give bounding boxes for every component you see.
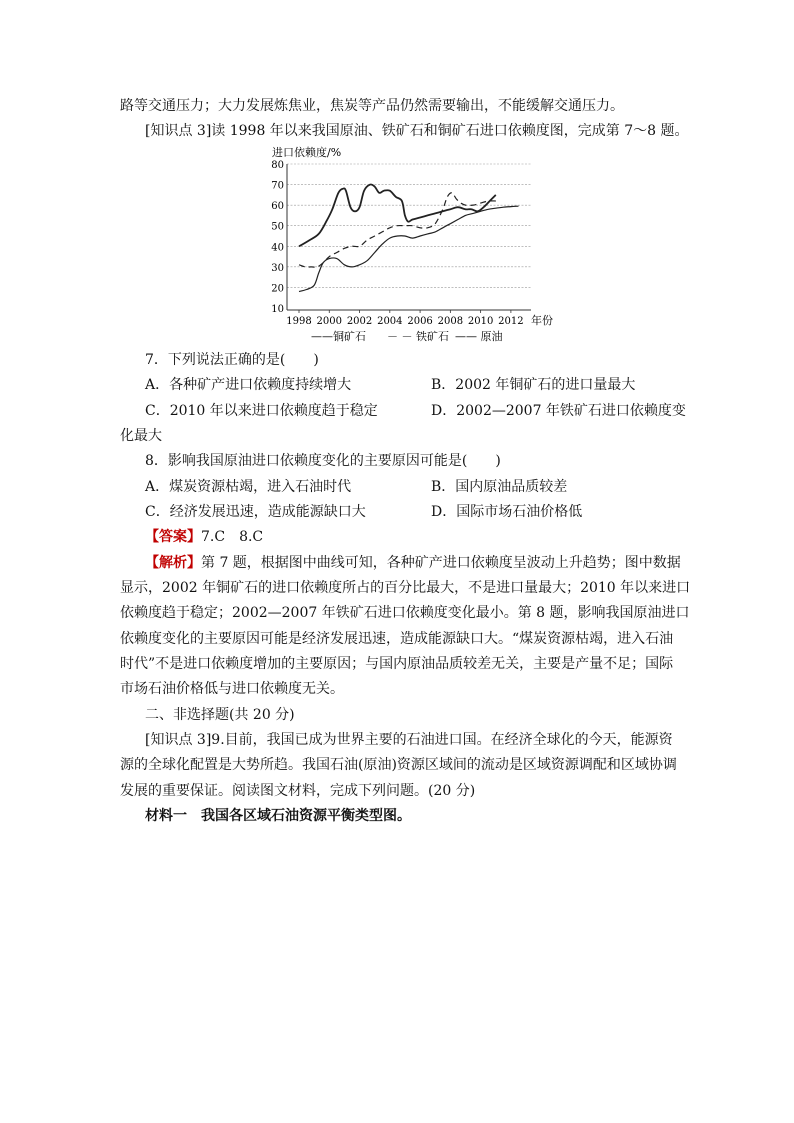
material-one-caption: 材料一 我国各区域石油资源平衡类型图。 <box>145 808 411 824</box>
section-2-heading: 二、非选择题(共 20 分) <box>145 707 295 723</box>
analysis-line-4: 依赖度变化的主要原因可能是经济发展迅速，造成能源缺口大。“煤炭资源枯竭，进入石油 <box>120 631 674 647</box>
analysis-line-3: 依赖度趋于稳定；2002—2007 年铁矿石进口依赖度变化最小。第 8 题，影响我国原油进口 <box>120 605 690 621</box>
q7-option-c: C．2010 年以来进口依赖度趋于稳定 <box>145 403 378 419</box>
q7-option-a: A．各种矿产进口依赖度持续增大 <box>145 377 352 393</box>
x-tick-1998: 1998 <box>286 316 312 327</box>
legend-crude-oil: —— 原油 <box>455 330 503 343</box>
x-tick-2008: 2008 <box>437 316 464 327</box>
q8-stem: 8．影响我国原油进口依赖度变化的主要原因可能是( ) <box>145 453 501 469</box>
x-axis-label: 年份 <box>531 314 553 327</box>
q8-option-b: B．国内原油品质较差 <box>431 479 568 495</box>
x-tick-2012: 2012 <box>498 316 524 327</box>
legend-copper: ——铜矿石 <box>311 330 366 343</box>
answer-label: 【答案】 <box>145 529 201 545</box>
knowledge-point-3-intro: [知识点 3]读 1998 年以来我国原油、铁矿石和铜矿石进口依赖度图，完成第 7～8 题。 <box>145 123 689 139</box>
y-tick-20: 20 <box>271 283 284 295</box>
y-axis-label: 进口依赖度/% <box>272 146 342 159</box>
analysis-line-1 <box>145 553 681 573</box>
legend-iron: － － 铁矿石 <box>387 330 449 343</box>
y-tick-40: 40 <box>271 242 284 254</box>
dependency-chart <box>255 142 555 344</box>
analysis-label: 【解析】 <box>145 555 201 571</box>
y-tick-60: 60 <box>271 201 284 213</box>
x-tick-2002: 2002 <box>346 316 373 327</box>
y-tick-80: 80 <box>271 160 284 171</box>
chart-series <box>299 184 519 291</box>
x-tick-2004: 2004 <box>377 316 403 327</box>
y-tick-50: 50 <box>271 221 284 233</box>
x-tick-2010: 2010 <box>467 316 494 327</box>
q9-line-3: 发展的重要保证。阅读图文材料，完成下列问题。(20 分) <box>120 783 476 799</box>
q8-option-a: A．煤炭资源枯竭，进入石油时代 <box>145 479 352 495</box>
analysis-line-5: 时代”不是进口依赖度增加的主要原因；与国内原油品质较差无关，主要是产量不足；国际 <box>120 656 674 672</box>
x-tick-2000: 2000 <box>316 316 342 327</box>
analysis-line-2: 显示，2002 年铜矿石的进口依赖度所占的百分比最大，不是进口量最大；2010 年以来进口 <box>120 580 691 596</box>
series-iron-ore <box>299 193 496 267</box>
series-crude-oil <box>299 206 519 291</box>
y-tick-labels <box>271 160 284 315</box>
q7-option-b: B．2002 年铜矿石的进口量最大 <box>431 377 636 393</box>
y-tick-10: 10 <box>271 304 284 315</box>
y-tick-70: 70 <box>271 180 284 192</box>
x-tick-2006: 2006 <box>407 316 433 327</box>
analysis-line-6: 市场石油价格低与进口依赖度无关。 <box>120 681 344 697</box>
y-tick-30: 30 <box>271 262 284 274</box>
answer-line <box>145 527 263 547</box>
q8-option-d: D．国际市场石油价格低 <box>431 504 583 520</box>
q7-option-d: D．2002—2007 年铁矿石进口依赖度变 <box>431 403 686 419</box>
q9-line-1: [知识点 3]9.目前，我国已成为世界主要的石油进口国。在经济全球化的今天，能源资 <box>145 732 673 748</box>
intro-line: 路等交通压力；大力发展炼焦业，焦炭等产品仍然需要输出，不能缓解交通压力。 <box>120 98 624 114</box>
q7-option-d-continued: 化最大 <box>120 428 162 444</box>
q7-stem: 7．下列说法正确的是( ) <box>145 352 319 368</box>
answer-text: 7.C 8.C <box>201 529 264 545</box>
analysis-text-1: 第 7 题，根据图中曲线可知，各种矿产进口依赖度呈波动上升趋势；图中数据 <box>201 555 681 571</box>
q8-option-c: C．经济发展迅速，造成能源缺口大 <box>145 504 366 520</box>
x-tick-labels <box>286 310 523 327</box>
q9-line-2: 源的全球化配置是大势所趋。我国石油(原油)资源区域间的流动是区域资源调配和区域协调 <box>120 757 677 773</box>
